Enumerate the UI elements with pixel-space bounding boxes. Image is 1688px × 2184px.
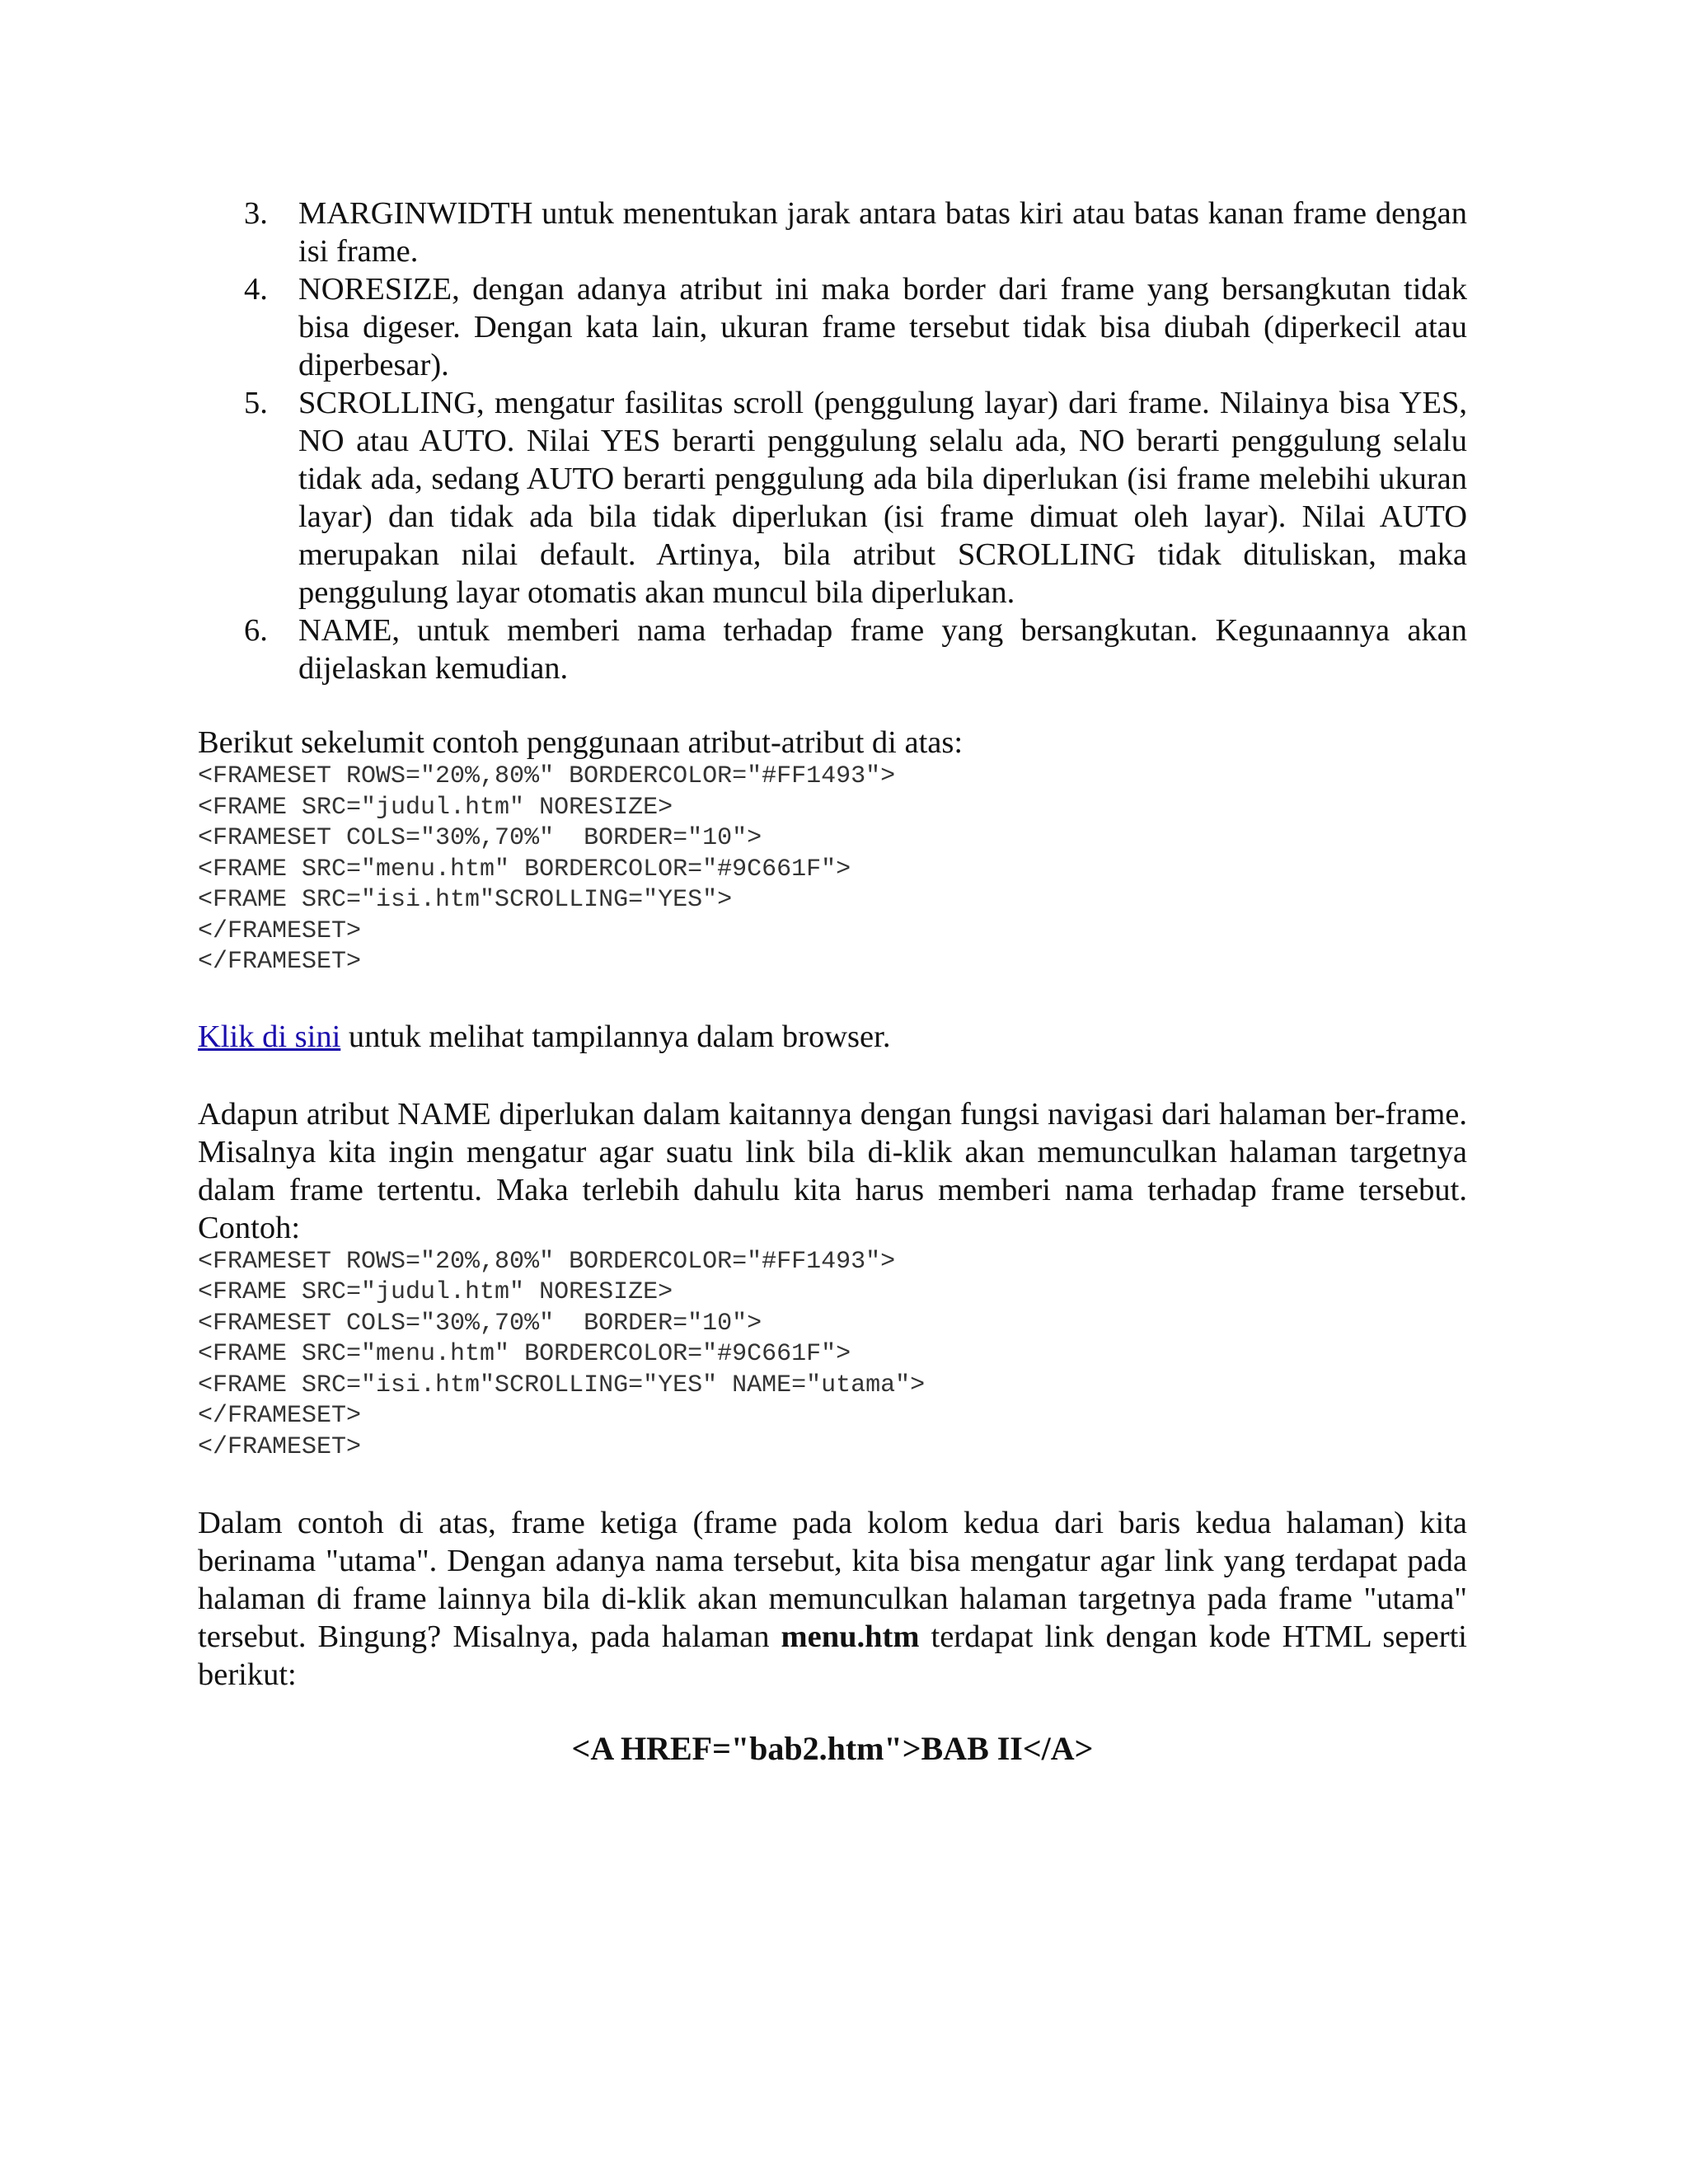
link-paragraph [198, 1018, 1467, 1056]
link-paragraph-text: untuk melihat tampilannya dalam browser. [340, 1019, 891, 1054]
list-item-text: SCROLLING, mengatur fasilitas scroll (penggulung layar) dari frame. Nilainya bisa YES, NO atau AUTO. Nilai YES berarti penggulung selalu ada, NO berarti penggulung selalu tidak ada, sedang AUTO berarti penggulung ada bila diperlukan (isi frame melebihi ukuran layar) dan tidak ada bila tidak diperlukan (isi frame dimuat oleh layar). Nilai AUTO merupakan nilai default. Artinya, bila atribut SCROLLING tidak dituliskan, maka penggulung layar otomatis akan muncul bila diperlukan. [298, 386, 1467, 610]
list-item [198, 384, 1467, 612]
list-item-number: 6. [244, 613, 268, 648]
code-example-2: <FRAMESET ROWS="20%,80%" BORDERCOLOR="#FF1493"> <FRAME SRC="judul.htm" NORESIZE> <FRAMESET COLS="30%,70%" BORDER="10"> <FRAME SRC="menu.htm" BORDERCOLOR="#9C661F"> <FRAME SRC="isi.htm"SCROLLING="YES" NAME="utama"> </FRAMESET> </FRAMESET> [198, 1247, 926, 1461]
name-attribute-paragraph: Adapun atribut NAME diperlukan dalam kaitannya dengan fungsi navigasi dari halaman ber-frame. Misalnya kita ingin mengatur agar suatu link bila di-klik akan memunculkan halaman targetnya dalam frame tertentu. Maka terlebih dahulu kita harus memberi nama terhadap frame tersebut. Contoh: [198, 1096, 1467, 1245]
example-paragraph-text: Dalam contoh di atas, frame ketiga (frame pada kolom kedua dari baris kedua halaman) kita berinama "utama". Dengan adanya nama tersebut, kita bisa mengatur agar link yang terdapat pada halaman di frame lainnya bila di-klik akan memunculkan halaman targetnya pada frame "utama" tersebut. Bingung? Misalnya, pada halaman [198, 1506, 1467, 1654]
example-paragraph [198, 1504, 1467, 1694]
centered-code-snippet: <A HREF="bab2.htm">BAB II</A> [571, 1730, 1094, 1767]
list-item-text: NAME, untuk memberi nama terhadap frame yang bersangkutan. Kegunaannya akan dijelaskan kemudian. [298, 613, 1467, 686]
menu-htm-filename: menu.htm [781, 1619, 920, 1654]
intro-paragraph: Berikut sekelumit contoh penggunaan atribut-atribut di atas: [198, 725, 964, 760]
list-item [198, 612, 1467, 687]
attribute-list [198, 194, 1467, 687]
list-item-number: 4. [244, 272, 268, 307]
list-item [198, 270, 1467, 384]
code-example-1: <FRAMESET ROWS="20%,80%" BORDERCOLOR="#FF1493"> <FRAME SRC="judul.htm" NORESIZE> <FRAMESET COLS="30%,70%" BORDER="10"> <FRAME SRC="menu.htm" BORDERCOLOR="#9C661F"> <FRAME SRC="isi.htm"SCROLLING="YES"> </FRAMESET> </FRAMESET> [198, 762, 896, 976]
list-item [198, 194, 1467, 270]
list-item-text: NORESIZE, dengan adanya atribut ini maka border dari frame yang bersangkutan tidak bisa digeser. Dengan kata lain, ukuran frame tersebut tidak bisa diubah (diperkecil atau diperbesar). [298, 272, 1467, 382]
list-item-text: MARGINWIDTH untuk menentukan jarak antara batas kiri atau batas kanan frame dengan isi frame. [298, 196, 1467, 269]
list-item-number: 5. [244, 386, 268, 420]
list-item-number: 3. [244, 196, 268, 231]
example-paragraph-text-end: terdapat link dengan kode HTML seperti berikut: [198, 1619, 1467, 1692]
document-page [198, 194, 1467, 1768]
klik-di-sini-link[interactable]: Klik di sini [198, 1019, 341, 1054]
